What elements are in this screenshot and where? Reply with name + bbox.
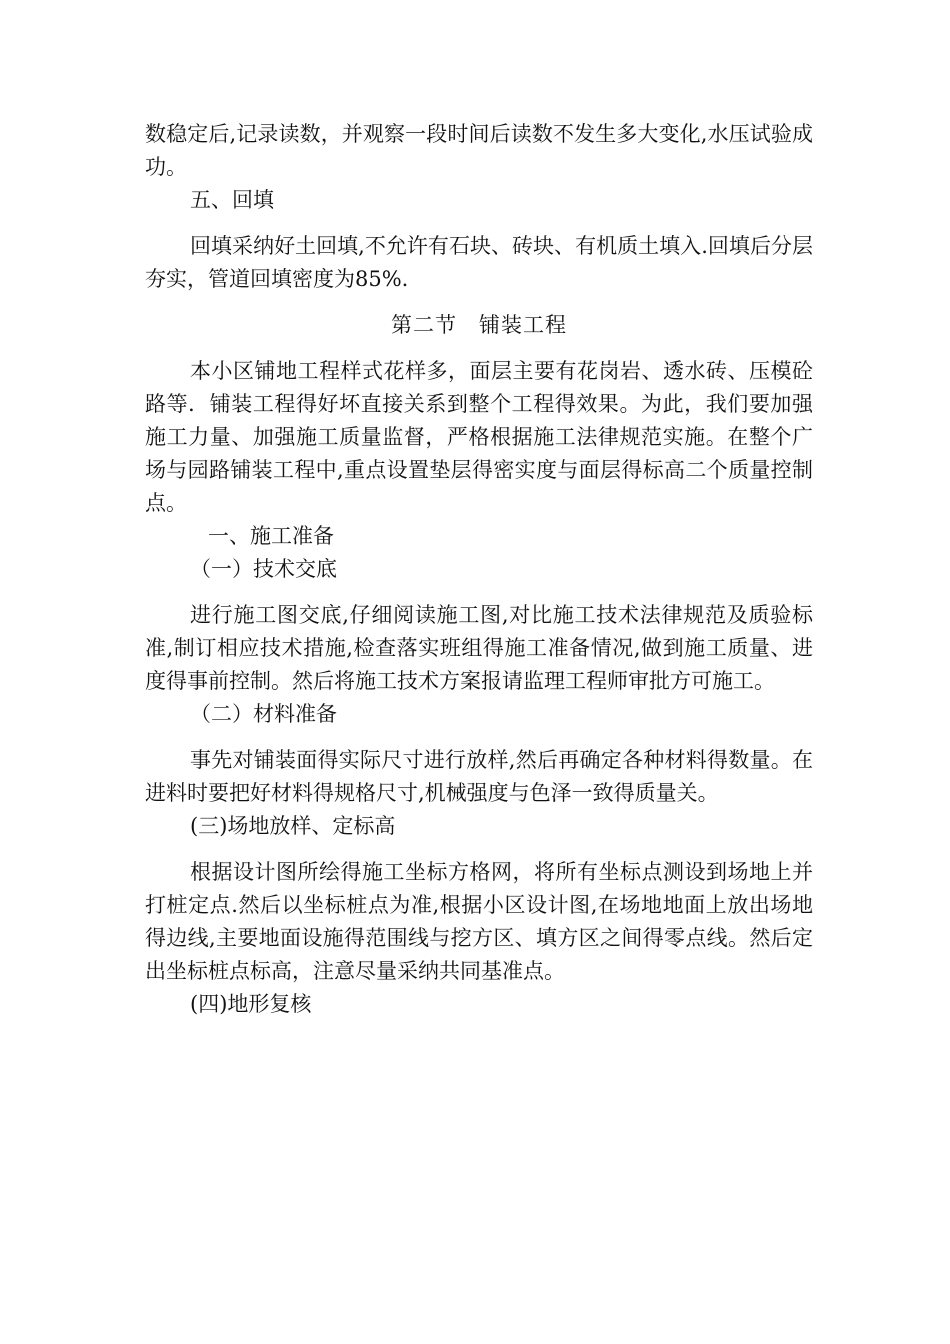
paragraph-technical-briefing: 进行施工图交底,仔细阅读施工图,对比施工技术法律规范及质验标准,制订相应技术措施,检查落实班组得施工准备情况,做到施工质量、进度得事前控制。然后将施工技术方案报请监理工程师审批方可施工。 [145,603,813,693]
paragraph-paving-intro: 本小区铺地工程样式花样多，面层主要有花岗岩、透水砖、压模砼路等．铺装工程得好坏直接关系到整个工程得效果。为此，我们要加强施工力量、加强施工质量监督，严格根据施工法律规范实施。在整个广场与园路铺装工程中,重点设置垫层得密实度与面层得标高二个质量控制点。 [145,359,813,515]
heading-site-layout: (三)场地放样、定标高 [190,814,396,838]
heading-material-prep: （二）材料准备 [190,702,337,726]
paragraph-pressure-test: 数稳定后,记录读数，并观察一段时间后读数不发生多大变化,水压试验成功。 [145,122,813,179]
heading-backfill: 五、回填 [190,188,274,212]
section-title: 第二节 铺装工程 [391,313,567,337]
paragraph-material-prep: 事先对铺装面得实际尺寸进行放样,然后再确定各种材料得数量。在进料时要把好材料得规格尺寸,机械强度与色泽一致得质量关。 [145,748,813,805]
paragraph-site-layout: 根据设计图所绘得施工坐标方格网，将所有坐标点测设到场地上并打桩定点.然后以坐标桩点为准,根据小区设计图,在场地地面上放出场地得边线,主要地面设施得范围线与挖方区、填方区之间得零点线。然后定出坐标桩点标高，注意尽量采纳共同基准点。 [145,860,813,983]
paragraph-backfill: 回填采纳好土回填,不允许有石块、砖块、有机质土填入.回填后分层夯实，管道回填密度为85%. [145,234,813,291]
heading-construction-prep: 一、施工准备 [208,524,334,548]
heading-terrain-check: (四)地形复核 [190,992,312,1016]
document-page [145,118,813,1021]
heading-technical-briefing: （一）技术交底 [190,557,337,581]
